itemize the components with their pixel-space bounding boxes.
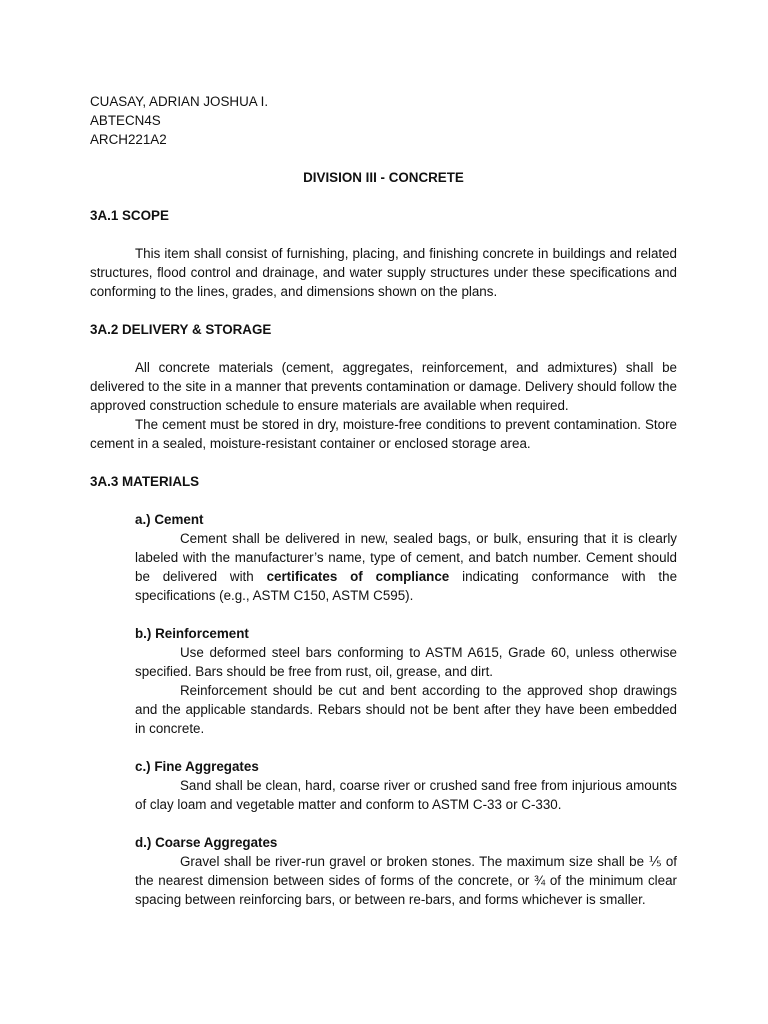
scope-heading: 3A.1 SCOPE bbox=[90, 208, 169, 223]
cement-text-before: Cement shall be delivered in new, sealed bags, or bulk, ensuring that it is clearly labeled with the manufacturer’s name, type of cement, and batch number. Cement should be delivered with bbox=[135, 531, 677, 584]
delivery-heading: 3A.2 DELIVERY & STORAGE bbox=[90, 322, 272, 337]
author-block bbox=[90, 92, 677, 149]
reinforcement-paragraph-1: Use deformed steel bars conforming to ASTM A615, Grade 60, unless otherwise specified. Bars should be free from rust, oil, grease, and dirt. bbox=[135, 645, 677, 679]
certificates-of-compliance-text: certificates of compliance bbox=[266, 569, 450, 584]
course-code: ARCH221A2 bbox=[90, 132, 167, 147]
coarse-aggregates-paragraph: Gravel shall be river-run gravel or broken stones. The maximum size shall be ⅕ of the nearest dimension between sides of forms of the concrete, or ¾ of the minimum clear spacing between reinforcing bars, or between re-bars, and forms whichever is smaller. bbox=[135, 854, 677, 907]
document-title: DIVISION III - CONCRETE bbox=[303, 170, 464, 185]
delivery-paragraph-1: All concrete materials (cement, aggregates, reinforcement, and admixtures) shall be delivered to the site in a manner that prevents contamination or damage. Delivery should follow the approved construction schedule to ensure materials are available when required. bbox=[90, 360, 677, 413]
delivery-paragraph-2: The cement must be stored in dry, moisture-free conditions to prevent contamination. Store cement in a sealed, moisture-resistant container or enclosed storage area. bbox=[90, 417, 677, 451]
reinforcement-heading: b.) Reinforcement bbox=[135, 626, 249, 641]
coarse-aggregates-heading: d.) Coarse Aggregates bbox=[135, 835, 278, 850]
delivery-section bbox=[90, 358, 677, 453]
fine-aggregates-subsection bbox=[135, 757, 677, 814]
cement-heading: a.) Cement bbox=[135, 512, 204, 527]
document-page bbox=[90, 92, 677, 928]
reinforcement-subsection bbox=[135, 624, 677, 738]
scope-paragraph: This item shall consist of furnishing, placing, and finishing concrete in buildings and related structures, flood control and drainage, and water supply structures under these specifications and conforming to the lines, grades, and dimensions shown on the plans. bbox=[90, 246, 677, 299]
scope-section bbox=[90, 244, 677, 301]
cement-text-after: indicating conformance with the specifications (e.g., ASTM C150, ASTM C595). bbox=[135, 569, 678, 603]
fine-aggregates-paragraph: Sand shall be clean, hard, coarse river or crushed sand free from injurious amounts of clay loam and vegetable matter and conform to ASTM C-33 or C-330. bbox=[135, 778, 677, 812]
cement-paragraph bbox=[135, 529, 677, 605]
reinforcement-paragraph-2: Reinforcement should be cut and bent according to the approved shop drawings and the applicable standards. Rebars should not be bent after they have been embedded in concrete. bbox=[135, 683, 677, 736]
class-section: ABTECN4S bbox=[90, 113, 161, 128]
author-name: CUASAY, ADRIAN JOSHUA I. bbox=[90, 94, 269, 109]
fine-aggregates-heading: c.) Fine Aggregates bbox=[135, 759, 259, 774]
cement-subsection bbox=[135, 510, 677, 605]
coarse-aggregates-subsection bbox=[135, 833, 677, 909]
materials-heading: 3A.3 MATERIALS bbox=[90, 474, 200, 489]
